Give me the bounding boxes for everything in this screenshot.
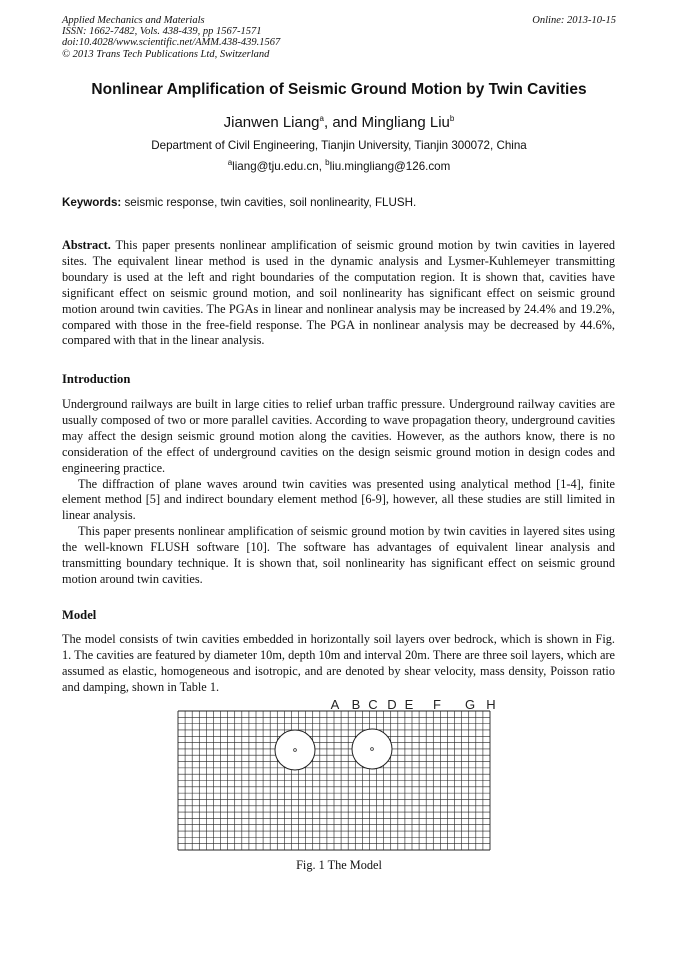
point-label-h: H: [486, 697, 496, 712]
email-a-sup: a: [227, 158, 233, 168]
issn: ISSN: 1662-7482, Vols. 438-439, pp 1567-1571: [62, 26, 262, 38]
author-1-sup: a: [319, 114, 324, 123]
abstract: [62, 238, 615, 349]
email-b: liu.mingliang@126.com: [329, 160, 451, 173]
intro-paragraph-2: The diffraction of plane waves around twin cavities was presented using analytical method [1-4], finite element method [5] and indirect boundary element method [6-9], however, all these studies are still limited in linear analysis.: [62, 476, 615, 523]
author-2-sup: b: [449, 114, 455, 123]
model-heading: Model: [62, 608, 97, 622]
point-label-d: D: [387, 697, 397, 712]
keywords: [62, 196, 416, 209]
point-label-e: E: [404, 697, 414, 712]
paper-title: Nonlinear Amplification of Seismic Ground Motion by Twin Cavities: [91, 81, 587, 98]
abstract-label: Abstract.: [62, 238, 111, 252]
keywords-text: seismic response, twin cavities, soil nonlinearity, FLUSH.: [121, 196, 417, 209]
cavity-center-1: [294, 749, 297, 752]
intro-paragraph-1: Underground railways are built in large cities to relief urban traffic pressure. Underground railway cavities are usually composed of two or more parallel cavities. According to wave propagation theory, underground cavities may affect the design seismic ground motion along the cavities. However, as the authors know, there is no consideration of the effect of underground cavities on the design seismic ground motion in design codes and engineering practice.: [62, 397, 615, 475]
email-a: liang@tju.edu.cn,: [232, 160, 326, 173]
figure-caption: Fig. 1 The Model: [296, 858, 382, 872]
author-separator: , and: [323, 114, 362, 131]
point-label-f: F: [433, 697, 441, 712]
email-b-sup: b: [325, 158, 330, 168]
model-paragraph: The model consists of twin cavities embedded in horizontally soil layers over bedrock, which is shown in Fig. 1. The cavities are featured by diameter 10m, depth 10m and interval 20m. There are three soil layers, which are assumed as elastic, homogeneous and isotropic, and are denoted by shear velocity, mass density, Poisson ratio and damping, shown in Table 1.: [62, 632, 615, 694]
finite-element-mesh: [178, 711, 490, 850]
emails: [40, 160, 638, 173]
point-label-g: G: [464, 697, 476, 712]
author-2: Mingliang Liu: [361, 114, 450, 131]
point-label-c: C: [368, 697, 378, 712]
journal-name: Applied Mechanics and Materials: [62, 15, 205, 26]
introduction-heading: Introduction: [62, 372, 131, 386]
copyright: © 2013 Trans Tech Publications Ltd, Switzerland: [62, 48, 270, 60]
point-label-b: B: [351, 697, 361, 712]
point-labels: [331, 697, 496, 712]
doi: doi:10.4028/www.scientific.net/AMM.438-439.1567: [62, 37, 281, 49]
intro-paragraph-3: This paper presents nonlinear amplification of seismic ground motion by twin cavities in layered sites using the well-known FLUSH software [10]. The software has advantages of equivalent linear analysis and transmitting boundary technique. It is shown that, soil nonlinearity has significant effect on seismic ground motion around twin cavities.: [62, 524, 615, 586]
keywords-label: Keywords:: [62, 196, 122, 209]
author-1: Jianwen Liang: [223, 114, 320, 131]
abstract-text: This paper presents nonlinear amplification of seismic ground motion by twin cavities in layered sites. The equivalent linear method is used in the dynamic analysis and Lysmer-Kuhlemeyer transmitting boundary is used at the left and right boundaries of the computation region. It is shown that, cavities have significant effect on seismic ground motion, and soil nonlinearity has significant effect on seismic ground motion around twin cavities. The PGAs in linear and nonlinear analysis may be increased by 24.4% and 19.2%, compared with those in the free-field response. The PGA in nonlinear analysis may be decreased by 44.6%, compared with that in the linear analysis.: [62, 238, 615, 348]
model-figure: [176, 697, 498, 852]
online-date: Online: 2013-10-15: [532, 15, 616, 26]
cavity-center-2: [371, 748, 374, 751]
journal-header: [62, 15, 616, 60]
point-label-a: A: [330, 697, 340, 712]
introduction-body: [62, 397, 615, 588]
affiliation: Department of Civil Engineering, Tianjin University, Tianjin 300072, China: [151, 139, 527, 152]
authors: [40, 114, 638, 131]
